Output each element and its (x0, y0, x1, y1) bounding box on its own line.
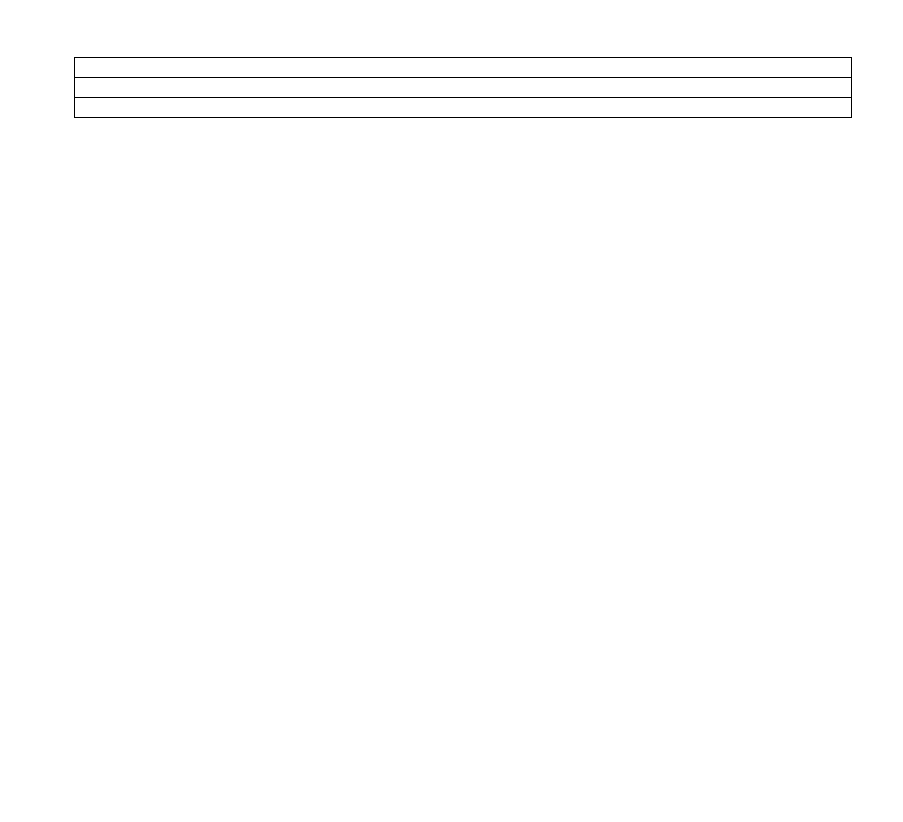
section-header-ranking (75, 98, 852, 118)
section-header-trayectoria (75, 58, 852, 78)
trayectoria-heading (75, 58, 852, 78)
awards-table-body (75, 58, 852, 118)
trayectoria-name (75, 78, 852, 98)
table-row (75, 78, 852, 98)
awards-table (74, 57, 852, 118)
ranking-heading (75, 98, 852, 118)
